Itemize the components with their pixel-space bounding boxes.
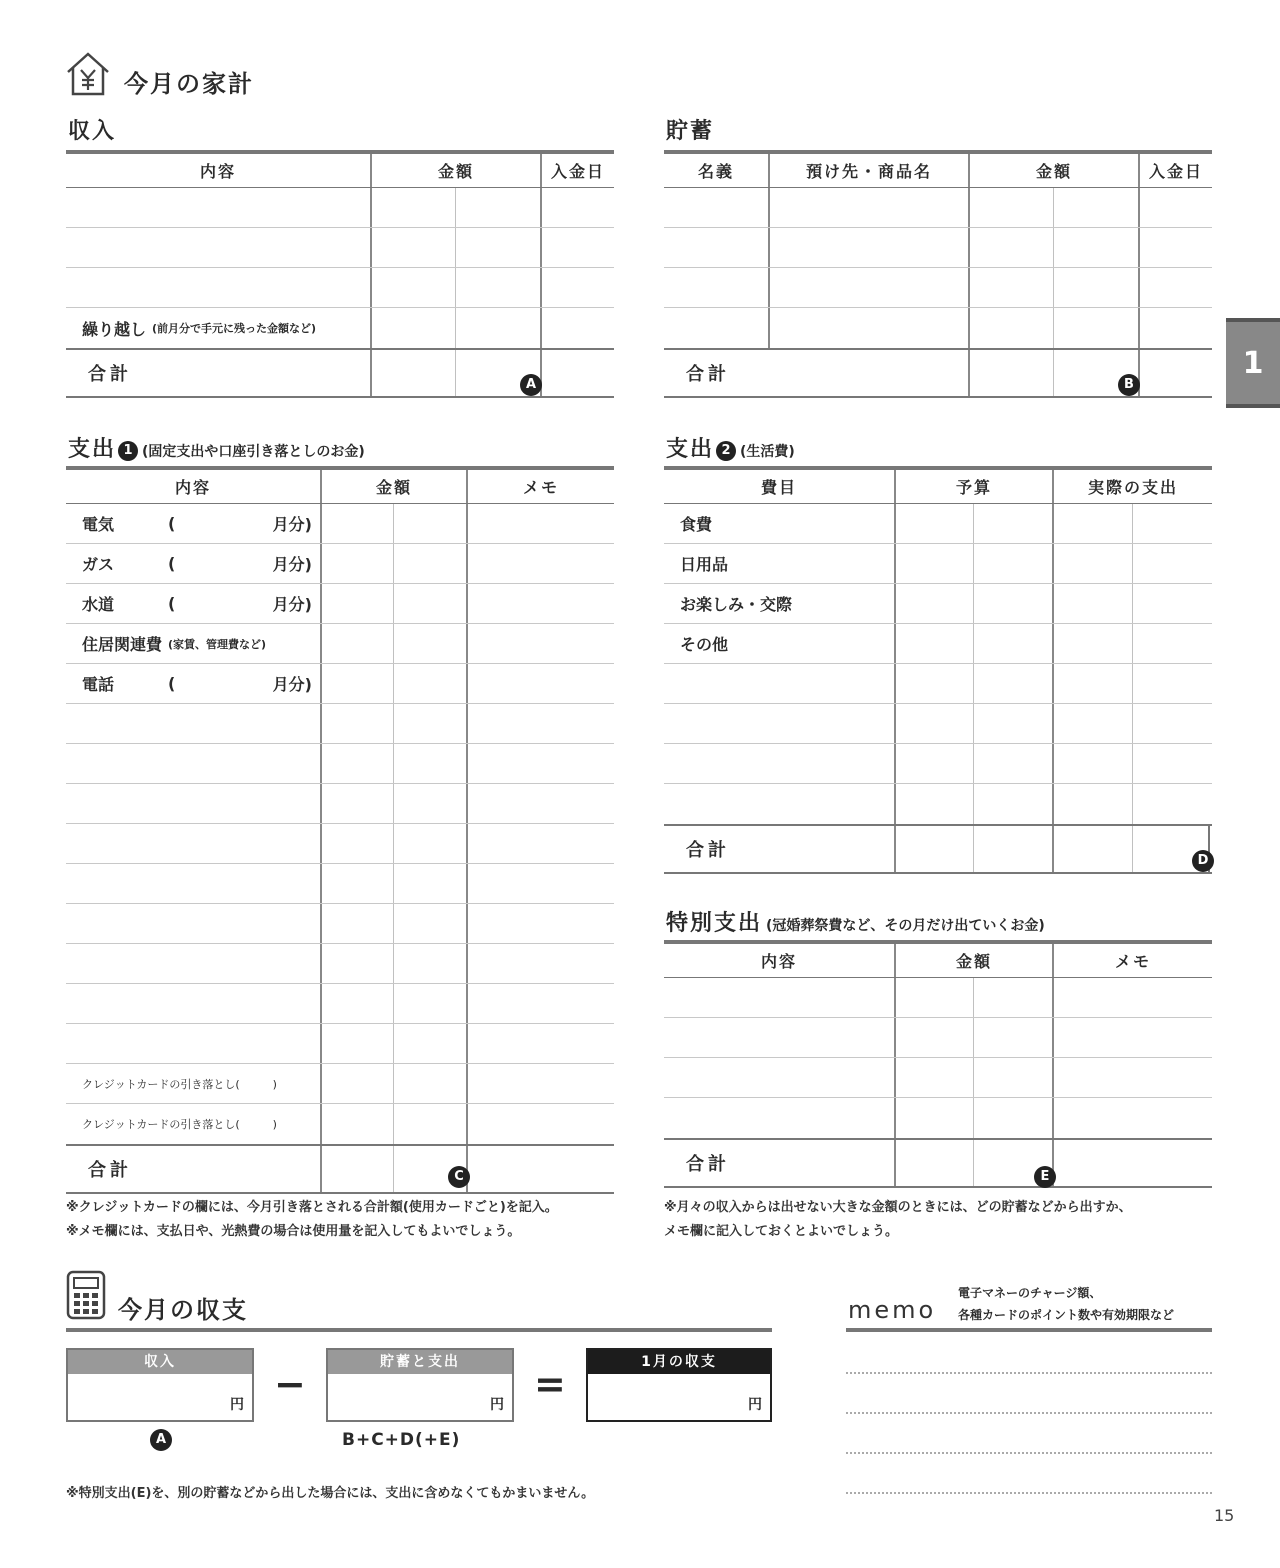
memo-label: memo [848,1296,937,1324]
expense2-total-label: 合計 [686,840,730,861]
expense2-row-food[interactable] [664,504,1212,544]
special-notes [664,1196,1132,1244]
savings-expense-box[interactable] [326,1348,514,1422]
header-budget: 予算 [894,470,1052,503]
expense-row-water[interactable] [66,584,614,624]
carryover-note: (前月分で手元に残った金額など) [152,322,317,335]
table-row[interactable] [664,1058,1212,1098]
equals-sign: = [534,1362,566,1406]
table-row[interactable] [66,228,614,268]
income-title: 収入 [68,119,117,144]
marker-b: B [1118,374,1140,396]
savings-table [664,150,1212,398]
expense2-total-row [664,824,1212,874]
minus-sign: − [274,1362,306,1406]
table-row[interactable] [664,308,1212,348]
special-title [666,906,1045,937]
credit-card-row[interactable] [66,1104,614,1144]
month-label: 月分) [272,515,312,534]
month-label: 月分) [272,555,312,574]
expense2-row-leisure[interactable] [664,584,1212,624]
special-note: (冠婚葬祭費など、その月だけ出ていくお金) [766,918,1045,934]
chapter-tab: 1 [1226,318,1280,408]
marker-e: E [1034,1166,1056,1188]
header-memo: メモ [1052,944,1212,977]
yen-unit: 円 [230,1397,244,1413]
table-row[interactable] [66,904,614,944]
header-holder: 名義 [697,162,734,181]
balance-rule [66,1328,772,1332]
expense1-total-label: 合計 [88,1160,132,1181]
savings-total-label: 合計 [686,364,730,385]
paren: ( [168,554,176,573]
table-row[interactable] [66,784,614,824]
expense2-badge: 2 [716,441,736,461]
table-row[interactable] [664,1018,1212,1058]
balance-footnote: ※特別支出(E)を、別の貯蓄などから出した場合には、支出に含めなくてもかまいません。 [66,1486,595,1501]
table-row[interactable] [664,228,1212,268]
table-row[interactable] [664,704,1212,744]
yen-unit: 円 [490,1397,504,1413]
header-content: 内容 [199,162,236,181]
expense2-table [664,466,1212,874]
expense1-notes [66,1196,558,1244]
expense2-row-other[interactable] [664,624,1212,664]
marker-c: C [448,1166,470,1188]
table-row[interactable] [66,188,614,228]
calculator-icon [66,1270,106,1320]
savings-expense-box-label: 貯蓄と支出 [328,1350,512,1374]
table-row[interactable] [66,824,614,864]
credit-card-label: クレジットカードの引き落とし( ) [82,1077,277,1091]
table-row[interactable] [66,984,614,1024]
table-row[interactable] [66,744,614,784]
table-row[interactable] [664,1098,1212,1138]
header-actual: 実際の支出 [1052,470,1212,503]
yen-unit: 円 [748,1397,762,1413]
special-table [664,940,1212,1188]
header-amount: 金額 [968,154,1138,187]
special-note-2: メモ欄に記入しておくとよいでしょう。 [664,1224,899,1239]
income-total-label: 合計 [88,364,132,385]
item-label: その他 [680,635,729,654]
page-number: 15 [1214,1506,1235,1525]
expense-row-housing[interactable] [66,624,614,664]
paren: ( [168,594,176,613]
special-total-label: 合計 [686,1154,730,1175]
special-title-text: 特別支出 [666,911,763,936]
result-box[interactable] [586,1348,772,1422]
expense-row-electricity[interactable] [66,504,614,544]
memo-description [958,1282,1174,1326]
header-amount: 金額 [370,154,540,187]
expense1-note: (固定支出や口座引き落としのお金) [142,444,365,460]
paren: ( [168,514,176,533]
item-label: お楽しみ・交際 [680,595,793,614]
header-content: 内容 [174,478,211,497]
header-category: 費目 [760,478,797,497]
house-yen-icon [64,50,112,98]
savings-title: 貯蓄 [666,119,715,144]
table-row[interactable] [664,188,1212,228]
table-row[interactable] [664,268,1212,308]
table-row[interactable] [66,864,614,904]
memo-line[interactable] [846,1372,1212,1374]
expense1-table [66,466,614,1194]
memo-rule [846,1328,1212,1332]
expense-row-gas[interactable] [66,544,614,584]
expense2-note: (生活費) [740,444,795,460]
income-formula [150,1428,172,1451]
expense-row-phone[interactable] [66,664,614,704]
table-row[interactable] [664,664,1212,704]
expense1-title-text: 支出 [68,437,117,462]
month-label: 月分) [272,595,312,614]
table-row[interactable] [66,1024,614,1064]
balance-title: 今月の収支 [118,1296,248,1324]
carryover-row[interactable] [66,308,614,348]
special-total-row [664,1138,1212,1188]
expense1-total-row [66,1144,614,1194]
table-row[interactable] [664,744,1212,784]
marker-d: D [1192,850,1214,872]
item-label: 電気 [82,515,115,534]
item-label: 電話 [82,675,115,694]
item-label: ガス [82,555,115,574]
memo-line[interactable] [846,1412,1212,1414]
housing-label: 住居関連費 [82,635,163,654]
expense1-note-2: ※メモ欄には、支払日や、光熱費の場合は使用量を記入してもよいでしょう。 [66,1224,521,1239]
expense2-row-daily[interactable] [664,544,1212,584]
table-row[interactable] [66,268,614,308]
item-label: 水道 [82,595,115,614]
income-box-label: 収入 [68,1350,252,1374]
header-amount: 金額 [320,470,466,503]
credit-card-label: クレジットカードの引き落とし( ) [82,1118,277,1131]
header-date: 入金日 [540,154,614,187]
table-row[interactable] [66,944,614,984]
income-table [66,150,614,398]
expense1-badge: 1 [118,441,138,461]
table-row[interactable] [664,978,1212,1018]
item-label: 食費 [680,515,713,534]
marker-a: A [520,374,542,396]
header-content: 内容 [760,952,797,971]
header-date: 入金日 [1138,154,1212,187]
page-title: 今月の家計 [124,70,254,98]
memo-line-2: 各種カードのポイント数や有効期限など [958,1308,1175,1322]
memo-line[interactable] [846,1452,1212,1454]
month-label: 月分) [272,675,312,694]
expense1-note-1: ※クレジットカードの欄には、今月引き落とされる合計額(使用カードごと)を記入。 [66,1200,558,1215]
table-row[interactable] [66,704,614,744]
expense2-title [666,432,795,463]
paren: ( [168,674,176,693]
header-memo: メモ [466,470,614,503]
header-amount: 金額 [894,944,1052,977]
item-label: 日用品 [680,555,729,574]
memo-line-1: 電子マネーのチャージ額、 [958,1286,1102,1300]
income-box[interactable] [66,1348,254,1422]
housing-note: (家賃、管理費など) [168,637,267,651]
credit-card-row[interactable] [66,1064,614,1104]
memo-line[interactable] [846,1492,1212,1494]
table-row[interactable] [664,784,1212,824]
formula-marker-a: A [150,1429,172,1451]
header-institution: 預け先・商品名 [768,154,968,187]
expense1-title [68,432,365,463]
special-note-1: ※月々の収入からは出せない大きな金額のときには、どの貯蓄などから出すか、 [664,1200,1132,1215]
expense2-title-text: 支出 [666,437,715,462]
expense-formula: B+C+D(+E) [342,1430,461,1450]
result-box-label: 1月の収支 [588,1350,770,1374]
carryover-label: 繰り越し [82,319,147,339]
